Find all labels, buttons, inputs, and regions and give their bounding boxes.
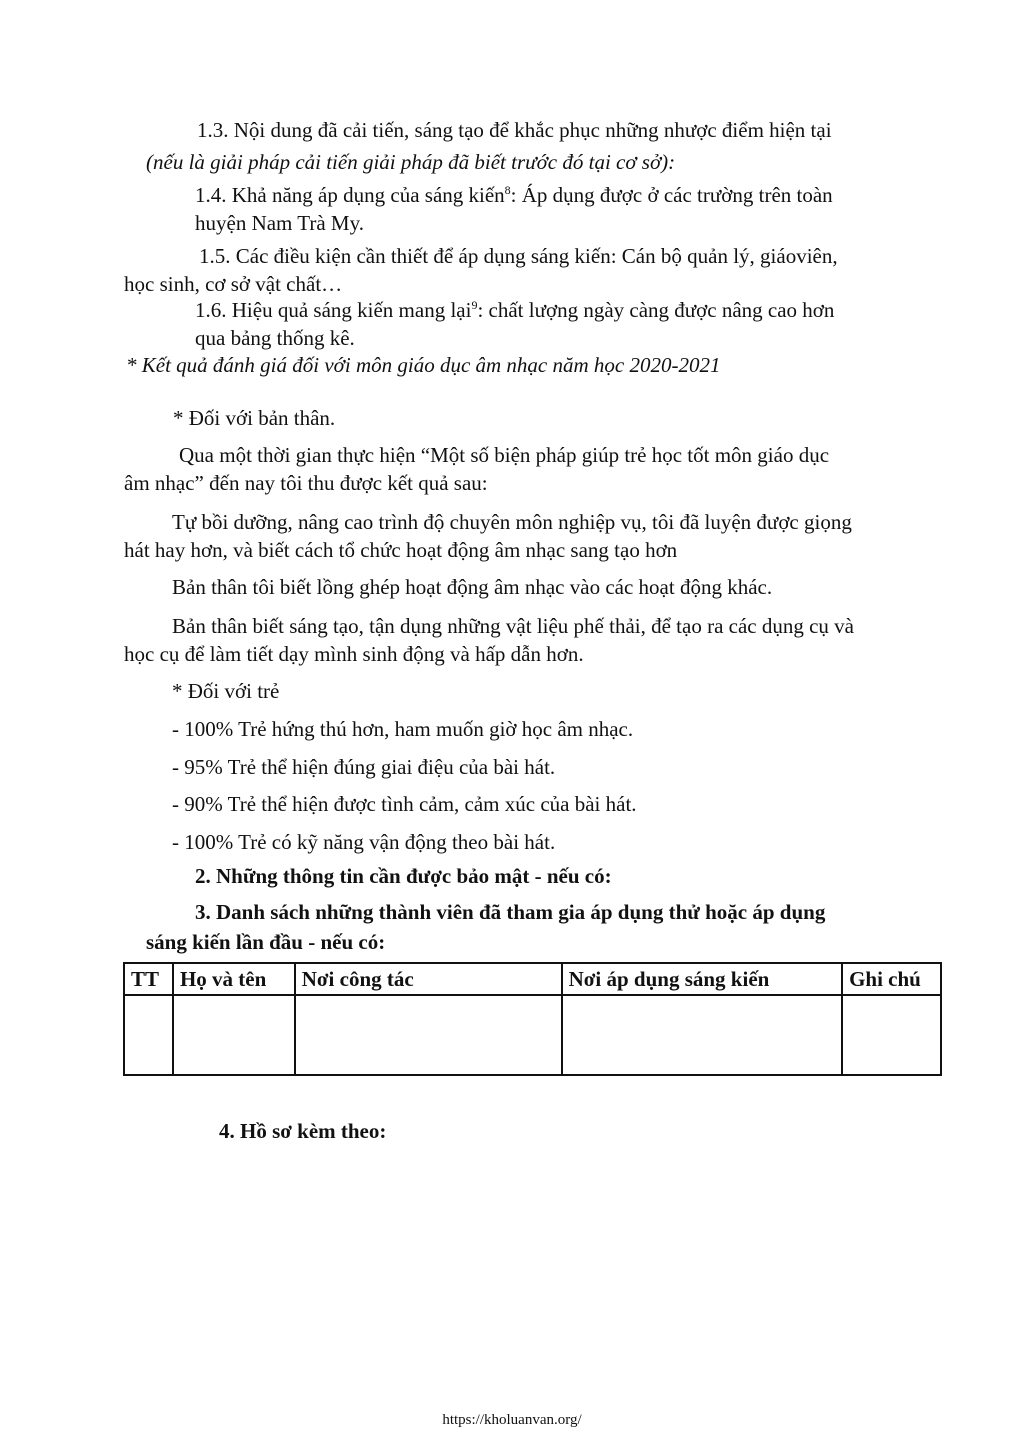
- paragraph-1-6-text-2: : chất lượng ngày càng được nâng cao hơn: [477, 298, 835, 322]
- section-4-heading: 4. Hồ sơ kèm theo:: [219, 1119, 387, 1143]
- paragraph-1-3: 1.3. Nội dung đã cải tiến, sáng tạo để khắc phục những nhược điểm hiện tại: [197, 118, 832, 142]
- paragraph-1-3-note: (nếu là giải pháp cải tiến giải pháp đã biết trước đó tại cơ sở):: [146, 150, 676, 174]
- paragraph-1-4-text: 1.4. Khả năng áp dụng của sáng kiến: [195, 183, 505, 207]
- paragraph-1-4: [195, 181, 833, 209]
- self-heading: * Đối với bản thân.: [173, 406, 336, 430]
- table-header-row: [124, 963, 941, 995]
- child-item: - 100% Trẻ hứng thú hơn, ham muốn giờ học âm nhạc.: [172, 717, 634, 741]
- paragraph-1-4-cont: huyện Nam Trà My.: [195, 211, 364, 235]
- paragraph-1-4-text-2: : Áp dụng được ở các trường trên toàn: [510, 183, 833, 207]
- table-cell: [124, 995, 173, 1075]
- paragraph-1-6: [195, 296, 834, 324]
- table-cell: [173, 995, 295, 1075]
- child-heading: * Đối với trẻ: [172, 679, 280, 703]
- column-header-workplace: Nơi công tác: [295, 963, 562, 995]
- section-3-heading: 3. Danh sách những thành viên đã tham gia áp dụng thử hoặc áp dụng: [195, 900, 826, 924]
- self-paragraph-2-cont: hát hay hơn, và biết cách tổ chức hoạt động âm nhạc sang tạo hơn: [124, 538, 678, 562]
- self-paragraph-4-cont: học cụ để làm tiết dạy mình sinh động và hấp dẫn hơn.: [124, 642, 584, 666]
- column-header-name: Họ và tên: [173, 963, 295, 995]
- self-paragraph-3: Bản thân tôi biết lồng ghép hoạt động âm nhạc vào các hoạt động khác.: [172, 575, 773, 599]
- footer-url[interactable]: https://kholuanvan.org/: [442, 1412, 582, 1428]
- child-item: - 95% Trẻ thể hiện đúng giai điệu của bài hát.: [172, 755, 556, 779]
- self-paragraph-2: Tự bồi dưỡng, nâng cao trình độ chuyên môn nghiệp vụ, tôi đã luyện được giọng: [172, 510, 852, 534]
- table-cell: [295, 995, 562, 1075]
- child-item: - 100% Trẻ có kỹ năng vận động theo bài hát.: [172, 830, 556, 854]
- column-header-tt: TT: [124, 963, 173, 995]
- table-cell: [842, 995, 941, 1075]
- column-header-applied-place: Nơi áp dụng sáng kiến: [562, 963, 842, 995]
- footnote-ref-8: 8: [504, 183, 511, 197]
- paragraph-1-6-text: 1.6. Hiệu quả sáng kiến mang lại: [195, 298, 472, 322]
- child-item: - 90% Trẻ thể hiện được tình cảm, cảm xúc của bài hát.: [172, 792, 637, 816]
- paragraph-1-5-cont: học sinh, cơ sở vật chất…: [124, 272, 343, 296]
- paragraph-1-6-cont: qua bảng thống kê.: [195, 326, 355, 350]
- table-cell: [562, 995, 842, 1075]
- footnote-ref-9: 9: [471, 298, 478, 312]
- members-table: [123, 962, 942, 1076]
- table-row: [124, 995, 941, 1075]
- section-3-heading-cont: sáng kiến lần đầu - nếu có:: [146, 930, 386, 954]
- self-paragraph-4: Bản thân biết sáng tạo, tận dụng những vật liệu phế thải, để tạo ra các dụng cụ và: [172, 614, 855, 638]
- self-paragraph-1: Qua một thời gian thực hiện “Một số biện pháp giúp trẻ học tốt môn giáo dục: [179, 443, 830, 467]
- result-heading: * Kết quả đánh giá đối với môn giáo dục âm nhạc năm học 2020-2021: [126, 353, 721, 377]
- section-2-heading: 2. Những thông tin cần được bảo mật - nếu có:: [195, 864, 612, 888]
- paragraph-1-5: 1.5. Các điều kiện cần thiết để áp dụng sáng kiến: Cán bộ quản lý, giáoviên,: [199, 244, 838, 268]
- self-paragraph-1-cont: âm nhạc” đến nay tôi thu được kết quả sau:: [124, 471, 488, 495]
- column-header-note: Ghi chú: [842, 963, 941, 995]
